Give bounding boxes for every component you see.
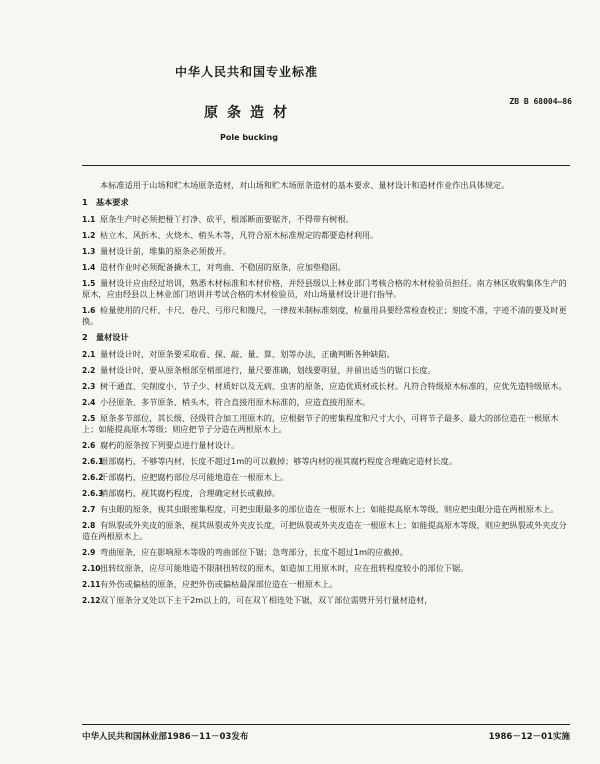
clause-number: 2.8 [82,521,96,530]
clause-number: 1.5 [82,279,96,288]
clause [82,547,570,558]
clause-number: 2.7 [82,505,96,514]
clause [82,413,570,435]
clause [82,349,570,360]
clause-number: 2.1 [82,350,96,359]
clause-number: 2.9 [82,548,96,557]
standard-code: ZB B 68004—86 [509,97,572,106]
clause [82,397,570,408]
english-title: Pole bucking [220,133,278,142]
clause-number: 1.2 [82,231,96,240]
clause-text: 量材设计时，要从原条根部至梢部进行，量尺要准确，划线要明显，并留出适当的锯口长度。 [100,365,436,375]
clause-number: 2.12 [82,596,101,605]
clause-number: 2.10 [82,564,101,573]
clause-text: 量材设计应由经过培训，熟悉木材标准和木材价格，并经县级以上林业部门考核合格的木材检验员担任。南方林区收购集体生产的原木，应由经县以上林业部门培训并考试合格的木材检验员，对山场量材设计进行指导。 [82,278,567,299]
clause-text: 有外伤或偏枯的原条，应把外伤或偏枯最深部位造在一根原木上。 [100,579,338,589]
clause-text: 造材作业时必须配备撬木工，对弯曲、不稳固的原条，应加垫稳固。 [100,262,346,272]
section-2 [82,332,570,638]
section-1 [82,197,570,327]
clause-text: 弯曲原条，应在影响原木等级的弯曲部位下锯；急弯部分，长度不超过1m的应截掉。 [100,547,408,557]
clause [82,305,570,327]
footer-rule [82,724,570,725]
clause-number: 2.3 [82,382,96,391]
section-heading: 1 基本要求 [82,197,129,207]
clause-text: 原条生产时必须把桠丫打净、砍平，根部断面要锯齐，不得带有树根。 [100,214,354,224]
clause [82,456,570,467]
effective-date: 1986－12－01实施 [488,732,570,742]
clause-number: 1.4 [82,263,96,272]
clause [82,472,570,483]
clause-text: 有虫眼的原条，视其虫眼密集程度，可把虫眼最多的部位造在一根原木上；如能提高原木等级，则应把虫眼分造在两根原木上。 [100,504,559,514]
clause-number: 1.3 [82,247,96,256]
clause [82,365,570,376]
clause [82,627,570,638]
clause-text: 梢部腐朽，视其腐朽程度，合理确定材长或截掉。 [100,488,281,498]
clause [82,262,570,273]
clause-number: 2.5 [82,414,96,423]
clause [82,440,570,451]
clause [82,488,570,499]
document-title: 原条造材 [204,105,296,121]
clause-text: 有纵裂或外夹皮的原条，视其纵裂或外夹皮长度，可把纵裂或外夹皮造在一根原木上；如能提高原木等级，则应把纵裂或外夹皮分造在两根原木上。 [82,520,567,541]
clause-number: 2.4 [82,398,96,407]
clause-text: 腐朽的原条按下列要点进行量材设计。 [100,440,240,450]
clause-text: 原条多节部位，其长级、径级符合加工用原木的，应根据节子的密集程度和尺寸大小，可将节子最多、最大的部位造在一根原木上；如能提高原木等级；则应把节子分造在两根原木上。 [82,413,559,434]
intro-paragraph: 本标准适用于山场和贮木场原条造材，对山场和贮木场原条造材的基本要求、量材设计和造材作业作出具体规定。 [100,180,510,190]
standard-type-heading: 中华人民共和国专业标准 [175,65,319,79]
issue-date: 中华人民共和国林业部1986－11－03发布 [82,732,249,742]
clause-text: 干部腐朽，应把腐朽部位尽可能地造在一根原木上。 [100,472,289,482]
clause-text: 检量使用的尺杆、卡尺、卷尺、弓形尺和篾尺，一律按米制标准刻度，检量用具要经常检查校正；刻度不准，字迹不清的要及时更换。 [82,305,567,326]
clause-number: 2.6 [82,441,96,450]
clause [82,214,570,225]
clause-text: 小径原条、多节原条、梢头木，符合直接用原木标准的，应造直接用原木。 [100,397,371,407]
clause-number: 2.6.1 [82,457,104,466]
clause [82,595,570,606]
clause [82,579,570,590]
clause [82,520,570,542]
clause [82,230,570,241]
clause-number: 2.6.3 [82,489,104,498]
clause-number: 1.1 [82,215,96,224]
clause-number: 2.2 [82,366,96,375]
clause [82,246,570,257]
clause-text: 根部腐朽，不够等内材，长度不超过1m的可以截掉；够等内材的视其腐朽程度合理确定造材长度。 [100,456,458,466]
clause [82,381,570,392]
clause-text: 量材设计前，堆集的原条必须拨开。 [100,246,232,256]
clause-text: 树干通直、尖削度小、节子少、材质好以及无病、虫害的原条，应造优质材或长材。凡符合特级原木标准的，应优先造特级原木。 [100,381,567,391]
document-body [82,180,570,643]
clause-text: 扭转纹原条，应尽可能地造不限制扭转纹的原木，如造加工用原木时，应在扭转程度较小的部位下锯。 [100,563,469,573]
section-heading: 2 量材设计 [82,332,129,342]
clause [82,611,570,622]
clause [82,278,570,300]
clause-text: 枯立木、风折木、火烧木、梢头木等，凡符合原木标准规定的都要造材利用。 [100,230,379,240]
clause-number: 1.6 [82,306,96,315]
clause-text: 双丫原条分叉处以下主干2m以上的，可在双丫相连处下锯，双丫部位需劈开另行量材造材， [100,595,433,605]
header-rule [82,165,570,166]
clause [82,563,570,574]
clause [82,504,570,515]
clause-number: 2.6.2 [82,473,104,482]
clause-text: 量材设计时，对原条要采取看、探、敲、量、算、划等办法，正确判断各种缺陷。 [100,349,395,359]
clause-number: 2.11 [82,580,101,589]
